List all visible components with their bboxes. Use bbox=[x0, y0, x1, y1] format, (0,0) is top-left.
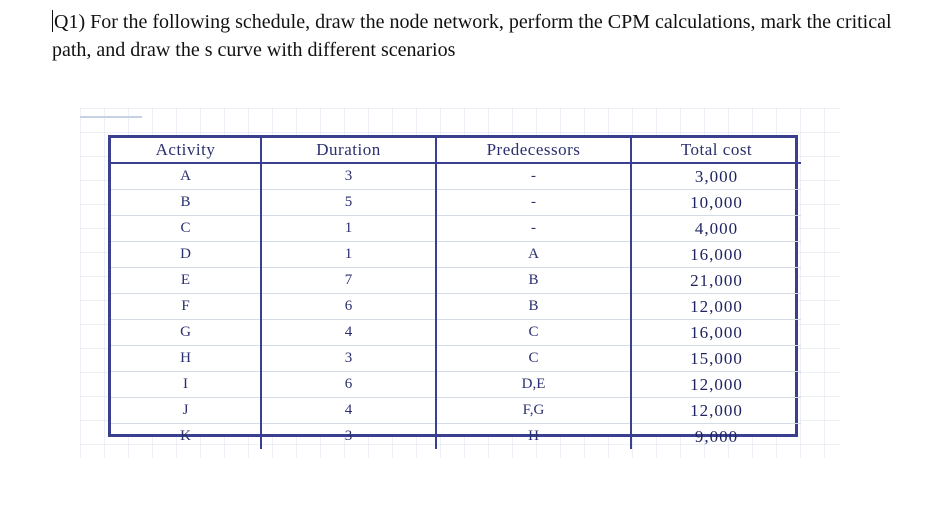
table-row bbox=[111, 320, 801, 346]
cost-cell: 4,000 bbox=[631, 216, 801, 242]
activity-cell: I bbox=[111, 372, 261, 398]
cost-cell: 12,000 bbox=[631, 294, 801, 320]
predecessors-cell: A bbox=[436, 242, 631, 268]
predecessors-cell: H bbox=[436, 424, 631, 450]
duration-cell: 4 bbox=[261, 320, 436, 346]
schedule-table-frame bbox=[108, 135, 798, 446]
activity-cell: J bbox=[111, 398, 261, 424]
cost-cell: 12,000 bbox=[631, 372, 801, 398]
activity-cell: A bbox=[111, 163, 261, 190]
activity-cell: E bbox=[111, 268, 261, 294]
table-header-row bbox=[111, 138, 801, 163]
duration-cell: 1 bbox=[261, 216, 436, 242]
predecessors-cell: - bbox=[436, 163, 631, 190]
table-row bbox=[111, 424, 801, 450]
predecessors-cell: F,G bbox=[436, 398, 631, 424]
predecessors-cell: C bbox=[436, 320, 631, 346]
table-row bbox=[111, 372, 801, 398]
activity-cell: C bbox=[111, 216, 261, 242]
table-row bbox=[111, 268, 801, 294]
duration-cell: 6 bbox=[261, 372, 436, 398]
cost-cell: 10,000 bbox=[631, 190, 801, 216]
cost-cell: 9,000 bbox=[694, 426, 739, 446]
question-text: Q1) For the following schedule, draw the node network, perform the CPM calculations, mark the critical path, and draw the s curve with different scenarios bbox=[52, 11, 892, 61]
duration-cell: 3 bbox=[261, 163, 436, 190]
duration-cell: 6 bbox=[261, 294, 436, 320]
cost-cell: 16,000 bbox=[631, 320, 801, 346]
activity-cell: G bbox=[111, 320, 261, 346]
activity-cell: H bbox=[111, 346, 261, 372]
predecessors-cell: - bbox=[436, 216, 631, 242]
duration-cell: 3 bbox=[261, 424, 436, 450]
table-row bbox=[111, 190, 801, 216]
predecessors-cell: - bbox=[436, 190, 631, 216]
duration-cell: 7 bbox=[261, 268, 436, 294]
table-row bbox=[111, 163, 801, 190]
duration-cell: 1 bbox=[261, 242, 436, 268]
header-activity: Activity bbox=[111, 138, 261, 163]
header-duration: Duration bbox=[261, 138, 436, 163]
activity-cell: F bbox=[111, 294, 261, 320]
duration-cell: 5 bbox=[261, 190, 436, 216]
duration-cell: 4 bbox=[261, 398, 436, 424]
table-row bbox=[111, 216, 801, 242]
schedule-table bbox=[111, 138, 801, 449]
table-row bbox=[111, 346, 801, 372]
cost-cell: 3,000 bbox=[631, 163, 801, 190]
spreadsheet-divider bbox=[80, 116, 142, 118]
cost-cell: 21,000 bbox=[631, 268, 801, 294]
activity-cell: K bbox=[111, 424, 261, 450]
cost-cell: 16,000 bbox=[631, 242, 801, 268]
predecessors-cell: D,E bbox=[436, 372, 631, 398]
activity-cell: B bbox=[111, 190, 261, 216]
header-predecessors: Predecessors bbox=[436, 138, 631, 163]
predecessors-cell: B bbox=[436, 294, 631, 320]
table-row bbox=[111, 294, 801, 320]
table-row bbox=[111, 398, 801, 424]
duration-cell: 3 bbox=[261, 346, 436, 372]
predecessors-cell: C bbox=[436, 346, 631, 372]
cost-cell: 12,000 bbox=[631, 398, 801, 424]
table-row bbox=[111, 242, 801, 268]
predecessors-cell: B bbox=[436, 268, 631, 294]
header-total-cost: Total cost bbox=[631, 138, 801, 163]
text-cursor bbox=[52, 10, 53, 32]
cost-cell: 15,000 bbox=[631, 346, 801, 372]
question-text-block bbox=[52, 8, 932, 64]
activity-cell: D bbox=[111, 242, 261, 268]
